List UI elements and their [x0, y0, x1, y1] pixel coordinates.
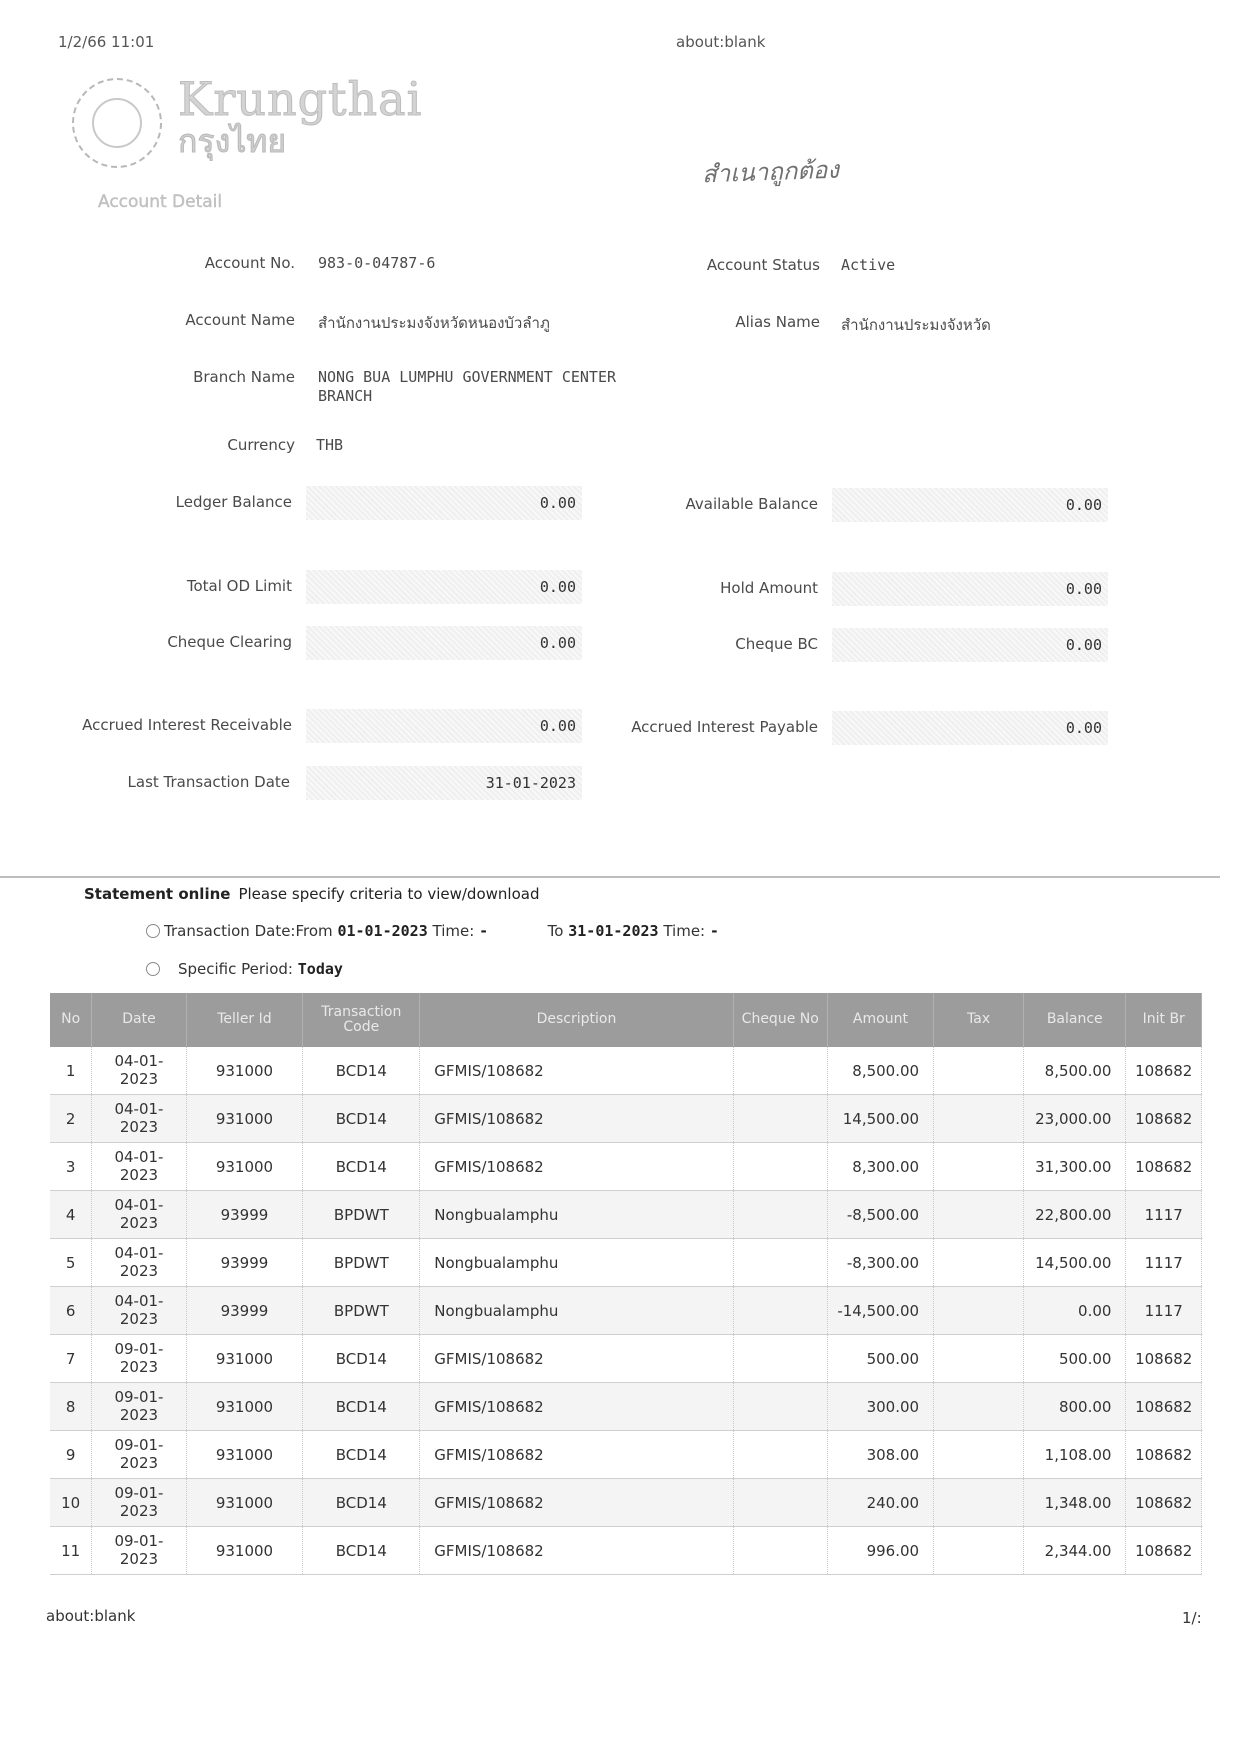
cell-amount: -14,500.00 [827, 1287, 933, 1335]
cell-no: 3 [50, 1143, 92, 1191]
cell-no: 7 [50, 1335, 92, 1383]
cell-amount: 14,500.00 [827, 1095, 933, 1143]
cell-transaction-code: BCD14 [303, 1047, 420, 1095]
cell-transaction-code: BCD14 [303, 1335, 420, 1383]
cell-date: 09-01- 2023 [92, 1335, 186, 1383]
cell-description: GFMIS/108682 [420, 1479, 733, 1527]
cheque-bc-label: Cheque BC [735, 635, 818, 653]
cell-tax [934, 1047, 1024, 1095]
total-od-limit-label: Total OD Limit [186, 577, 292, 595]
cell-balance: 22,800.00 [1024, 1191, 1126, 1239]
cell-no: 8 [50, 1383, 92, 1431]
cell-cheque-no [733, 1239, 827, 1287]
cell-init-branch: 108682 [1126, 1431, 1202, 1479]
cell-transaction-code: BPDWT [303, 1191, 420, 1239]
cell-description: GFMIS/108682 [420, 1527, 733, 1575]
from-date-input[interactable]: 01-01-2023 [337, 922, 428, 940]
cell-cheque-no [733, 1143, 827, 1191]
cell-balance: 31,300.00 [1024, 1143, 1126, 1191]
cell-tax [934, 1143, 1024, 1191]
table-row [50, 1239, 1202, 1287]
print-datetime: 1/2/66 11:01 [58, 33, 155, 51]
account-status-value: Active [841, 256, 896, 274]
cell-init-branch: 108682 [1126, 1047, 1202, 1095]
cell-no: 4 [50, 1191, 92, 1239]
cell-amount: 300.00 [827, 1383, 933, 1431]
col-header-no: No [50, 993, 92, 1047]
cell-date: 04-01- 2023 [92, 1143, 186, 1191]
accrued-interest-receivable-value: 0.00 [306, 709, 582, 743]
branch-name-value-line1: NONG BUA LUMPHU GOVERNMENT CENTER [318, 368, 617, 386]
alias-name-label: Alias Name [735, 313, 820, 331]
col-header-amount: Amount [827, 993, 933, 1047]
cell-init-branch: 1117 [1126, 1191, 1202, 1239]
cell-amount: -8,500.00 [827, 1191, 933, 1239]
table-row [50, 1191, 1202, 1239]
total-od-limit-value: 0.00 [306, 570, 582, 604]
cell-balance: 14,500.00 [1024, 1239, 1126, 1287]
cell-balance: 23,000.00 [1024, 1095, 1126, 1143]
cell-cheque-no [733, 1047, 827, 1095]
cell-transaction-code: BCD14 [303, 1383, 420, 1431]
last-transaction-date-label: Last Transaction Date [127, 773, 290, 791]
cell-tax [934, 1335, 1024, 1383]
cheque-clearing-value: 0.00 [306, 626, 582, 660]
logo-wordmark: Krungthai [178, 72, 423, 126]
cell-tax [934, 1431, 1024, 1479]
cell-date: 04-01- 2023 [92, 1239, 186, 1287]
cell-description: Nongbualamphu [420, 1287, 733, 1335]
transaction-date-label: Transaction Date:From [164, 922, 333, 940]
table-row [50, 1431, 1202, 1479]
cell-description: Nongbualamphu [420, 1239, 733, 1287]
cell-no: 9 [50, 1431, 92, 1479]
cell-tax [934, 1095, 1024, 1143]
cell-date: 04-01- 2023 [92, 1191, 186, 1239]
cell-init-branch: 108682 [1126, 1143, 1202, 1191]
cell-date: 09-01- 2023 [92, 1527, 186, 1575]
from-time-label: Time: [432, 922, 475, 940]
cell-balance: 2,344.00 [1024, 1527, 1126, 1575]
cell-date: 09-01- 2023 [92, 1431, 186, 1479]
to-time-input[interactable]: - [709, 922, 719, 940]
table-row [50, 1335, 1202, 1383]
cell-teller-id: 931000 [186, 1335, 303, 1383]
cell-date: 04-01- 2023 [92, 1095, 186, 1143]
specific-period-radio[interactable] [146, 962, 160, 976]
footer-url: about:blank [46, 1607, 136, 1625]
cell-teller-id: 931000 [186, 1047, 303, 1095]
cell-cheque-no [733, 1479, 827, 1527]
cell-init-branch: 1117 [1126, 1239, 1202, 1287]
cell-transaction-code: BCD14 [303, 1527, 420, 1575]
col-header-init-branch: Init Br [1126, 993, 1202, 1047]
cell-amount: -8,300.00 [827, 1239, 933, 1287]
cell-teller-id: 93999 [186, 1287, 303, 1335]
to-time-label: Time: [663, 922, 706, 940]
cell-amount: 8,500.00 [827, 1047, 933, 1095]
statement-online-subtitle: Please specify criteria to view/download [238, 885, 540, 903]
col-header-description: Description [420, 993, 733, 1047]
account-name-label: Account Name [185, 311, 295, 329]
col-header-tax: Tax [934, 993, 1024, 1047]
cell-transaction-code: BCD14 [303, 1143, 420, 1191]
branch-name-label: Branch Name [193, 368, 295, 386]
cell-description: Nongbualamphu [420, 1191, 733, 1239]
table-header-row [50, 993, 1202, 1047]
krungthai-emblem-icon [72, 78, 162, 168]
cell-balance: 1,348.00 [1024, 1479, 1126, 1527]
cell-tax [934, 1191, 1024, 1239]
available-balance-label: Available Balance [685, 495, 818, 513]
currency-value: THB [316, 436, 344, 454]
footer-page-number: 1/: [1182, 1609, 1202, 1627]
cell-no: 6 [50, 1287, 92, 1335]
cell-balance: 800.00 [1024, 1383, 1126, 1431]
cell-cheque-no [733, 1431, 827, 1479]
ledger-balance-value: 0.00 [306, 486, 582, 520]
cell-teller-id: 931000 [186, 1095, 303, 1143]
account-name-value: สำนักงานประมงจังหวัดหนองบัวลำภู [318, 314, 550, 332]
currency-label: Currency [227, 436, 295, 454]
cell-amount: 500.00 [827, 1335, 933, 1383]
transaction-date-radio[interactable] [146, 924, 160, 938]
cell-tax [934, 1383, 1024, 1431]
print-url: about:blank [676, 33, 766, 51]
cell-no: 5 [50, 1239, 92, 1287]
cell-transaction-code: BCD14 [303, 1479, 420, 1527]
cell-no: 1 [50, 1047, 92, 1095]
cell-description: GFMIS/108682 [420, 1383, 733, 1431]
logo-thai-wordmark: กรุงไทย [178, 122, 287, 160]
account-no-value: 983-0-04787-6 [318, 254, 436, 272]
table-row [50, 1383, 1202, 1431]
cell-description: GFMIS/108682 [420, 1095, 733, 1143]
cell-tax [934, 1527, 1024, 1575]
specific-period-label: Specific Period: [178, 960, 293, 978]
cell-no: 2 [50, 1095, 92, 1143]
cell-teller-id: 931000 [186, 1431, 303, 1479]
cell-description: GFMIS/108682 [420, 1431, 733, 1479]
available-balance-value: 0.00 [832, 488, 1108, 522]
section-title: Account Detail [98, 192, 223, 212]
cell-description: GFMIS/108682 [420, 1335, 733, 1383]
cell-description: GFMIS/108682 [420, 1047, 733, 1095]
cell-tax [934, 1239, 1024, 1287]
cell-date: 09-01- 2023 [92, 1383, 186, 1431]
cell-transaction-code: BCD14 [303, 1095, 420, 1143]
cell-init-branch: 1117 [1126, 1287, 1202, 1335]
account-status-label: Account Status [706, 256, 820, 274]
col-header-balance: Balance [1024, 993, 1126, 1047]
specific-period-value[interactable]: Today [297, 960, 343, 978]
cell-amount: 308.00 [827, 1431, 933, 1479]
branch-name-value-line2: BRANCH [318, 387, 373, 405]
table-row [50, 1047, 1202, 1095]
cell-teller-id: 93999 [186, 1191, 303, 1239]
from-time-input[interactable]: - [479, 922, 489, 940]
cell-teller-id: 931000 [186, 1143, 303, 1191]
cell-transaction-code: BCD14 [303, 1431, 420, 1479]
cell-cheque-no [733, 1191, 827, 1239]
cell-transaction-code: BPDWT [303, 1239, 420, 1287]
cell-date: 04-01- 2023 [92, 1047, 186, 1095]
table-row [50, 1143, 1202, 1191]
cheque-clearing-label: Cheque Clearing [167, 633, 292, 651]
cell-balance: 500.00 [1024, 1335, 1126, 1383]
cell-description: GFMIS/108682 [420, 1143, 733, 1191]
col-header-cheque-no: Cheque No [733, 993, 827, 1047]
table-row [50, 1527, 1202, 1575]
cell-teller-id: 931000 [186, 1479, 303, 1527]
cell-amount: 240.00 [827, 1479, 933, 1527]
col-header-date: Date [92, 993, 186, 1047]
cell-no: 11 [50, 1527, 92, 1575]
cell-no: 10 [50, 1479, 92, 1527]
cell-amount: 996.00 [827, 1527, 933, 1575]
cell-cheque-no [733, 1287, 827, 1335]
specific-period-criteria [178, 960, 343, 978]
statement-online-title: Statement online [84, 885, 231, 903]
section-divider [0, 876, 1220, 878]
cheque-bc-value: 0.00 [832, 628, 1108, 662]
col-header-transaction-code: Transaction Code [303, 993, 420, 1047]
last-transaction-date-value: 31-01-2023 [306, 766, 582, 800]
cell-balance: 8,500.00 [1024, 1047, 1126, 1095]
transaction-table [50, 993, 1202, 1575]
cell-init-branch: 108682 [1126, 1527, 1202, 1575]
hold-amount-value: 0.00 [832, 572, 1108, 606]
accrued-interest-receivable-label: Accrued Interest Receivable [82, 716, 292, 734]
ledger-balance-label: Ledger Balance [175, 493, 292, 511]
to-date-input[interactable]: 31-01-2023 [568, 922, 659, 940]
account-no-label: Account No. [204, 254, 295, 272]
handwritten-certification: สำเนาถูกต้อง [701, 155, 840, 189]
cell-balance: 1,108.00 [1024, 1431, 1126, 1479]
cell-cheque-no [733, 1335, 827, 1383]
cell-teller-id: 93999 [186, 1239, 303, 1287]
cell-date: 04-01- 2023 [92, 1287, 186, 1335]
hold-amount-label: Hold Amount [720, 579, 818, 597]
cell-tax [934, 1479, 1024, 1527]
cell-init-branch: 108682 [1126, 1479, 1202, 1527]
cell-balance: 0.00 [1024, 1287, 1126, 1335]
alias-name-value: สำนักงานประมงจังหวัด [841, 316, 991, 334]
table-row [50, 1287, 1202, 1335]
to-label: To [547, 922, 564, 940]
statement-online-heading [84, 885, 539, 903]
cell-date: 09-01- 2023 [92, 1479, 186, 1527]
cell-transaction-code: BPDWT [303, 1287, 420, 1335]
cell-amount: 8,300.00 [827, 1143, 933, 1191]
cell-teller-id: 931000 [186, 1383, 303, 1431]
cell-cheque-no [733, 1095, 827, 1143]
cell-cheque-no [733, 1527, 827, 1575]
col-header-teller-id: Teller Id [186, 993, 303, 1047]
cell-init-branch: 108682 [1126, 1095, 1202, 1143]
cell-init-branch: 108682 [1126, 1335, 1202, 1383]
cell-init-branch: 108682 [1126, 1383, 1202, 1431]
accrued-interest-payable-label: Accrued Interest Payable [631, 718, 818, 736]
cell-cheque-no [733, 1383, 827, 1431]
cell-tax [934, 1287, 1024, 1335]
transaction-date-criteria [164, 922, 719, 940]
table-row [50, 1479, 1202, 1527]
table-row [50, 1095, 1202, 1143]
cell-teller-id: 931000 [186, 1527, 303, 1575]
accrued-interest-payable-value: 0.00 [832, 711, 1108, 745]
